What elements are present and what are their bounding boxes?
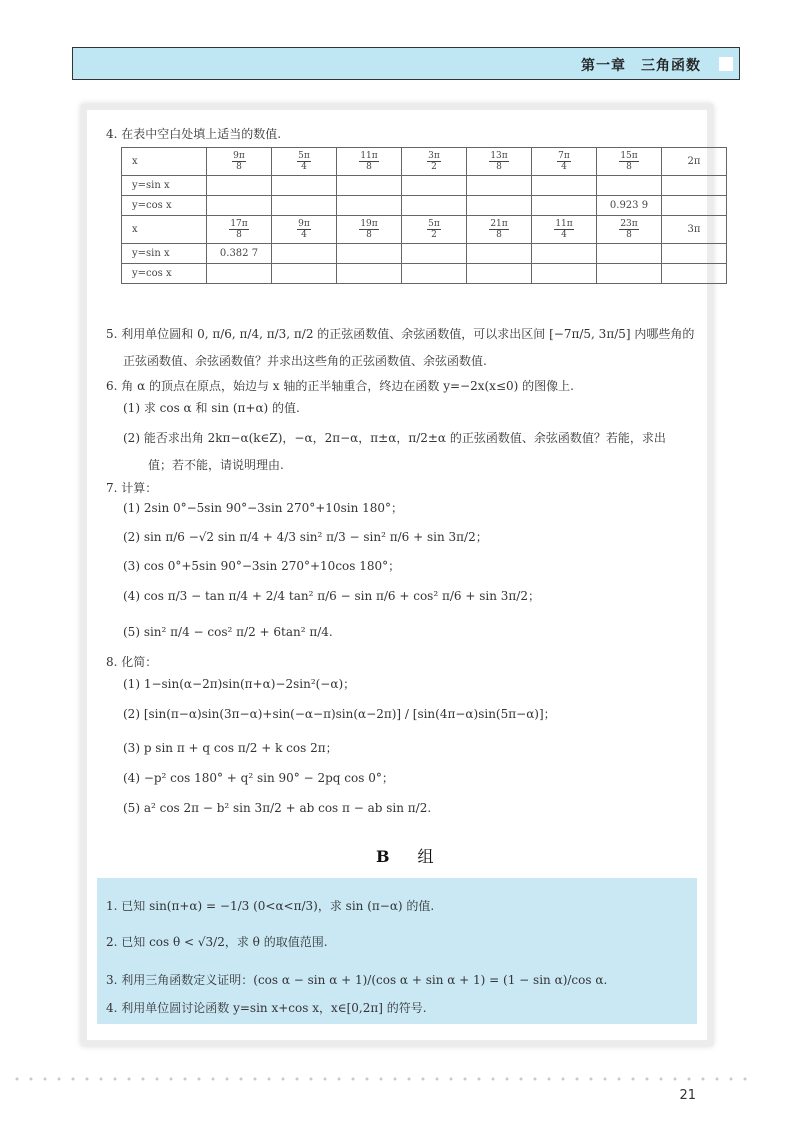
q7-item: (3) cos 0°+5sin 90°−3sin 270°+10cos 180°；	[123, 559, 401, 573]
group-b-heading: B 组	[376, 847, 434, 866]
angle-cell: $\frac{11\pi}{4}$	[532, 216, 597, 244]
q7-item: (4) cos π/3 − tan π/4 + 2/4 tan² π/6 − sin π/6 + cos² π/6 + sin 3π/2；	[123, 589, 540, 603]
angle-cell: $\frac{9\pi}{8}$	[207, 148, 272, 176]
header-square-icon	[719, 57, 733, 71]
angle-cell: $\frac{15\pi}{8}$	[597, 148, 662, 176]
angle-cell: $\frac{3\pi}{2}$	[402, 148, 467, 176]
q5-line2: 正弦函数值、余弦函数值？并求出这些角的正弦函数值、余弦函数值.	[123, 354, 487, 368]
group-b-box	[97, 878, 697, 1024]
table-row	[122, 176, 727, 196]
table-row	[122, 264, 727, 284]
row-label-x: x	[122, 148, 207, 176]
angle-cell: $\frac{13\pi}{8}$	[467, 148, 532, 176]
angle-cell: $\frac{5\pi}{4}$	[272, 148, 337, 176]
q5-line1: 5. 利用单位圆和 0, π/6, π/4, π/3, π/2 的正弦函数值、余弦函数值，可以求出区间 [−7π/5, 3π/5] 内哪些角的	[106, 327, 695, 341]
angle-cell: $\frac{21\pi}{8}$	[467, 216, 532, 244]
q6-line4: 值；若不能，请说明理由.	[148, 458, 284, 472]
table-row	[122, 196, 727, 216]
angle-cell: $\frac{19\pi}{8}$	[337, 216, 402, 244]
row-label-cos: y=cos x	[122, 264, 207, 284]
q8-item: (2) [sin(π−α)sin(3π−α)+sin(−α−π)sin(α−2π)] / [sin(4π−α)sin(5π−α)]；	[123, 707, 556, 721]
q7-item: (1) 2sin 0°−5sin 90°−3sin 270°+10sin 180°；	[123, 501, 404, 515]
q6-line1: 6. 角 α 的顶点在原点，始边与 x 轴的正半轴重合，终边在函数 y=−2x(x≤0) 的图像上.	[106, 379, 574, 393]
q8-item: (5) a² cos 2π − b² sin 3π/2 + ab cos π − ab sin π/2.	[123, 801, 432, 815]
page-number: 21	[679, 1088, 696, 1103]
footer-dotted-line	[10, 1077, 750, 1081]
angle-cell: $\frac{11\pi}{8}$	[337, 148, 402, 176]
q6-line2: (1) 求 cos α 和 sin (π+α) 的值.	[123, 401, 300, 415]
row-label-x: x	[122, 216, 207, 244]
q8-label: 8. 化简：	[106, 655, 158, 669]
q6-line3: (2) 能否求出角 2kπ−α(k∈Z)，−α，2π−α，π±α，π/2±α 的正弦函数值、余弦函数值？若能，求出	[123, 431, 666, 445]
value-cell: 0.923 9	[597, 196, 662, 216]
angle-cell: 2π	[662, 148, 727, 176]
table-row	[122, 244, 727, 264]
row-label-sin: y=sin x	[122, 176, 207, 196]
value-table	[121, 147, 727, 284]
row-label-cos: y=cos x	[122, 196, 207, 216]
q4-text: 4. 在表中空白处填上适当的数值.	[106, 127, 282, 141]
group-b-item: 2. 已知 cos θ < √3/2，求 θ 的取值范围.	[106, 935, 328, 949]
angle-cell: $\frac{23\pi}{8}$	[597, 216, 662, 244]
chapter-title: 第一章 三角函数	[581, 58, 701, 74]
angle-cell: 3π	[662, 216, 727, 244]
value-cell: 0.382 7	[207, 244, 272, 264]
q7-label: 7. 计算：	[106, 481, 158, 495]
q7-item: (5) sin² π/4 − cos² π/2 + 6tan² π/4.	[123, 625, 333, 639]
q7-item: (2) sin π/6 −√2 sin π/4 + 4/3 sin² π/3 − sin² π/6 + sin 3π/2；	[123, 530, 488, 544]
angle-cell: $\frac{17\pi}{8}$	[207, 216, 272, 244]
table-row	[122, 148, 727, 176]
angle-cell: $\frac{7\pi}{4}$	[532, 148, 597, 176]
group-b-item: 4. 利用单位圆讨论函数 y=sin x+cos x，x∈[0,2π] 的符号.	[106, 1001, 427, 1015]
angle-cell: $\frac{9\pi}{4}$	[272, 216, 337, 244]
q8-item: (1) 1−sin(α−2π)sin(π+α)−2sin²(−α)；	[123, 677, 356, 691]
table-row	[122, 216, 727, 244]
group-b-item: 1. 已知 sin(π+α) = −1/3 (0<α<π/3)，求 sin (π−α) 的值.	[106, 899, 435, 913]
chapter-header	[72, 47, 740, 80]
group-b-item: 3. 利用三角函数定义证明：(cos α − sin α + 1)/(cos α + sin α + 1) = (1 − sin α)/cos α.	[106, 973, 608, 987]
row-label-sin: y=sin x	[122, 244, 207, 264]
q8-item: (3) p sin π + q cos π/2 + k cos 2π；	[123, 741, 338, 755]
q8-item: (4) −p² cos 180° + q² sin 90° − 2pq cos 0°；	[123, 771, 394, 785]
angle-cell: $\frac{5\pi}{2}$	[402, 216, 467, 244]
